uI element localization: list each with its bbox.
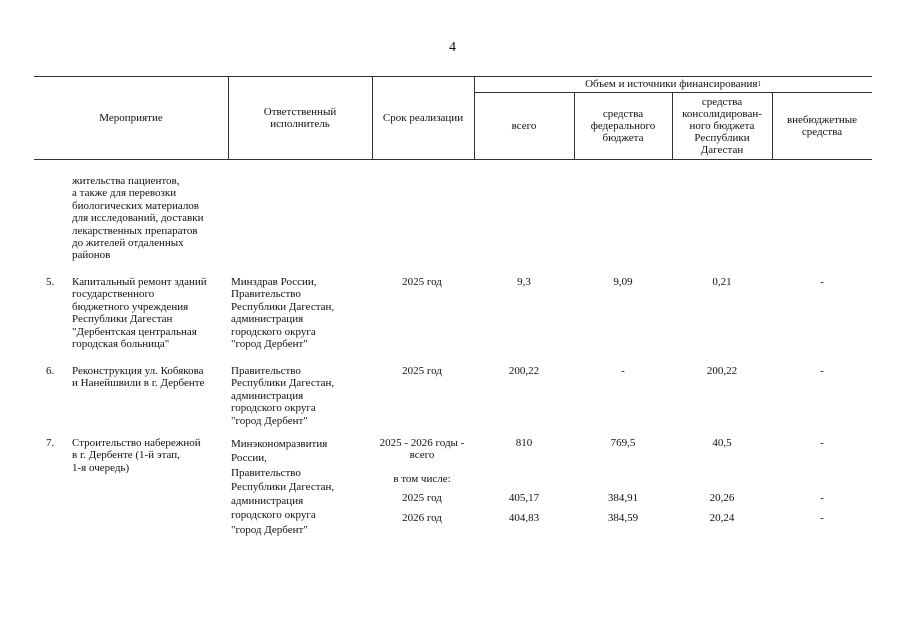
period-text: 2025 - 2026 годы - всего: [379, 437, 465, 462]
federal-value: 9,09: [613, 276, 633, 288]
row-number: 5.: [46, 276, 55, 288]
consolidated-value: 200,22: [706, 365, 738, 377]
offbudget-value: -: [820, 492, 824, 504]
header-total: всего: [511, 119, 537, 132]
period-text: 2025 год: [402, 276, 442, 288]
header-executor: Ответственный исполнитель: [263, 105, 337, 130]
offbudget-value: -: [820, 437, 824, 449]
table-header-bottom-rule: [34, 159, 872, 160]
offbudget-value: -: [820, 365, 824, 377]
consolidated-value: 20,26: [709, 492, 735, 504]
period-text: 2025 год: [402, 492, 442, 504]
offbudget-value: -: [820, 276, 824, 288]
event-text: Реконструкция ул. Кобякова и Нанейшвили в г. Дербенте: [72, 365, 205, 390]
header-event: Мероприятие: [99, 111, 163, 124]
period-text: 2025 год: [402, 365, 442, 377]
row-number: 6.: [46, 365, 55, 377]
event-text: Строительство набережной в г. Дербенте (1-й этап, 1-я очередь): [72, 437, 201, 474]
event-text: Капитальный ремонт зданий государственного бюджетного учреждения Республики Дагестан "Дербентская центральная городская больница": [72, 276, 207, 351]
header-offbudget: внебюджетные средства: [786, 113, 858, 138]
total-value: 810: [515, 437, 533, 449]
header-period: Срок реализации: [382, 111, 464, 124]
row-number: 7.: [46, 437, 55, 449]
executor-text: Минздрав России, Правительство Республики Дагестан, администрация городского округа "город Дербент": [231, 276, 335, 351]
header-federal: средства федерального бюджета: [590, 107, 656, 144]
including-label: в том числе:: [393, 473, 451, 485]
consolidated-value: 20,24: [709, 512, 735, 524]
total-value: 9,3: [517, 276, 531, 288]
header-consolidated: средства консолидирован- ного бюджета Республики Дагестан: [682, 95, 762, 156]
total-value: 404,83: [508, 512, 540, 524]
federal-value: -: [621, 365, 625, 377]
total-value: 405,17: [508, 492, 540, 504]
page-number: 4: [449, 40, 456, 55]
header-funding-group: Объем и источники финансирования 1: [585, 78, 761, 90]
executor-text: Правительство Республики Дагестан, администрация городского округа "город Дербент": [231, 365, 335, 427]
offbudget-value: -: [820, 512, 824, 524]
federal-value: 384,59: [607, 512, 639, 524]
federal-value: 769,5: [610, 437, 636, 449]
total-value: 200,22: [508, 365, 540, 377]
executor-text: Минэкономразвития России, Правительство Республики Дагестан, администрация городского округа "город Дербент": [231, 438, 335, 536]
federal-value: 384,91: [607, 492, 639, 504]
period-text: 2026 год: [402, 512, 442, 524]
consolidated-value: 40,5: [712, 437, 732, 449]
consolidated-value: 0,21: [712, 276, 732, 288]
event-text: жительства пациентов, а также для перевозки биологических материалов для исследований, доставки лекарственных препаратов до жителей отдаленных районов: [72, 175, 204, 262]
